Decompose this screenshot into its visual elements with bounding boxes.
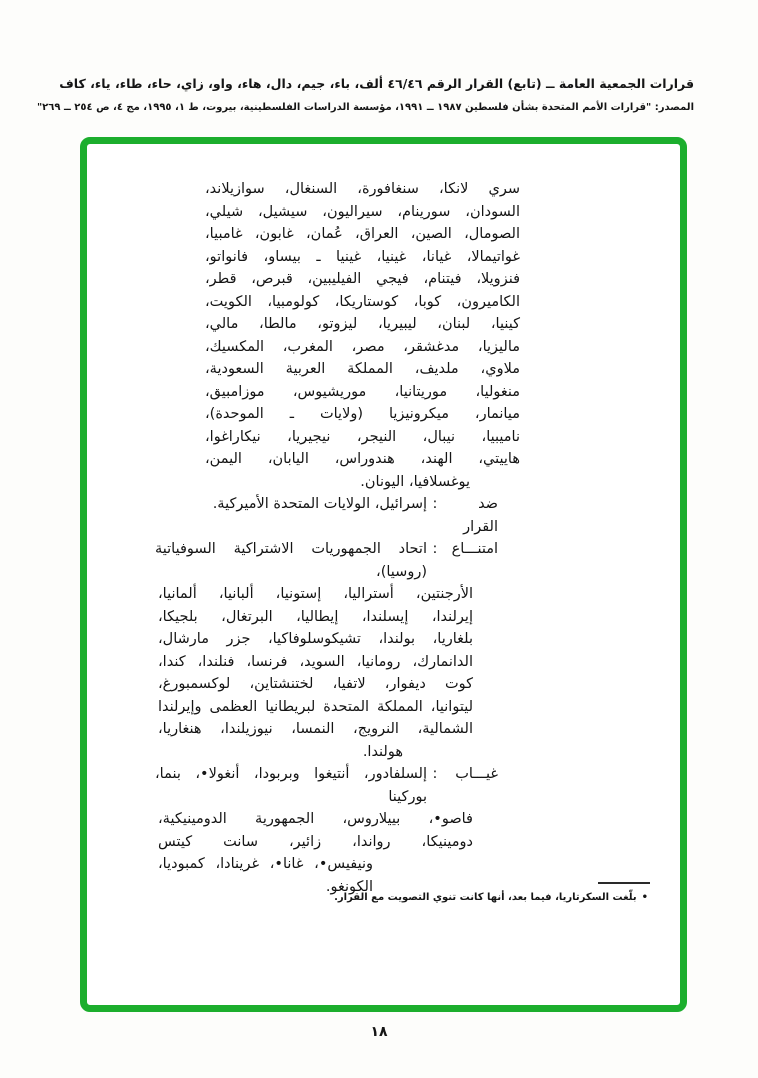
country-list-line: إيرلندا، إيسلندا، إيطاليا، البرتغال، بلجيكا، bbox=[158, 608, 473, 625]
country-list-line: ماليزيا، مدغشقر، مصر، المغرب، المكسيك، bbox=[205, 338, 520, 355]
vote-entry-against bbox=[87, 493, 680, 538]
country-list-line: الشمالية، النرويج، النمسا، نيوزيلندا، هنغاريا، bbox=[158, 721, 473, 737]
country-list-line: ميانمار، ميكرونيزيا (ولايات ـ الموحدة)، bbox=[205, 406, 520, 422]
country-list-line: ليتوانيا، المملكة المتحدة لبريطانيا العظمى وإيرلندا bbox=[158, 698, 473, 715]
vote-label-abstain: امتنـــاع bbox=[451, 541, 498, 557]
vote-colon: : bbox=[432, 496, 438, 512]
page-header-title: قرارات الجمعية العامة ــ (تابع) القرار الرقم ٤٦/٤٦ ألف، باء، جيم، دال، هاء، واو، زاي، حاء، طاء، ياء، كاف bbox=[59, 76, 694, 91]
country-list-line: منغوليا، موريتانيا، موريشيوس، موزامبيق، bbox=[205, 383, 520, 400]
country-list-line: هولندا. bbox=[362, 743, 403, 760]
country-list-line: فاصو•، بييلاروس، الجمهورية الدومينيكية، bbox=[158, 811, 473, 827]
country-list-line: هاييتي، الهند، هندوراس، اليابان، اليمن، bbox=[205, 451, 520, 467]
country-list-line: ناميبيا، نيبال، النيجر، نيجيريا، نيكاراغوا، bbox=[205, 428, 520, 445]
country-list-line: دومينيكا، رواندا، زائير، سانت كيتس bbox=[158, 833, 473, 850]
country-list-line: ملاوي، ملديف، المملكة العربية السعودية، bbox=[205, 361, 520, 377]
country-list-line: الدانمارك، رومانيا، السويد، فرنسا، فنلندا، كندا، bbox=[158, 653, 473, 670]
vote-abstain-countries-first-line: اتحاد الجمهوريات الاشتراكية السوفياتية (روسيا)، bbox=[155, 541, 427, 580]
country-list-line: كينيا، لبنان، ليبيريا، ليزوتو، مالطا، مالي، bbox=[205, 316, 520, 332]
country-list-line: الكاميرون، كوبا، كوستاريكا، كولومبيا، الكويت، bbox=[205, 293, 520, 310]
vote-abstain-countries-continuation bbox=[158, 583, 473, 763]
footnote-body: بلّغت السكرتاريا، فيما بعد، أنها كانت تنوي التصويت مع القرار. bbox=[334, 892, 637, 903]
country-list-line: بلغاريا، بولندا، تشيكوسلوفاكيا، جزر مارشال، bbox=[158, 631, 473, 647]
country-list-line: سري لانكا، سنغافورة، السنغال، سوازيلاند، bbox=[205, 181, 520, 197]
vote-absent-countries-continuation bbox=[158, 808, 473, 898]
vote-against-countries: إسرائيل، الولايات المتحدة الأميركية. bbox=[212, 496, 427, 512]
vote-entry-against-row bbox=[155, 493, 498, 538]
vote-entry-absent bbox=[87, 763, 680, 898]
footnote-separator-rule bbox=[598, 882, 650, 884]
footnote-text bbox=[334, 892, 648, 903]
vote-absent-countries-first-line: إلسلفادور، أنتيغوا وبربودا، أنغولا•، بنما، بوركينا bbox=[155, 766, 427, 805]
vote-entry-abstain bbox=[87, 538, 680, 763]
page-header-source-citation: المصدر: "قرارات الأمم المتحدة بشأن فلسطين ١٩٨٧ ــ ١٩٩١، مؤسسة الدراسات الفلسطينية، بيروت، ط ١، ١٩٩٥، مج ٤، ص ٢٥٤ ــ ٢٦٩" bbox=[36, 102, 694, 113]
footnote-bullet-marker: • bbox=[641, 892, 648, 903]
country-list-line: السودان، سورينام، سيراليون، سيشيل، شيلي، bbox=[205, 203, 520, 220]
vote-label-against: ضد القرار bbox=[463, 496, 498, 535]
page-number: ١٨ bbox=[370, 1024, 388, 1040]
vote-colon: : bbox=[432, 541, 438, 557]
country-list-line: الصومال، الصين، العراق، عُمان، غابون، غامبيا، bbox=[205, 226, 520, 242]
country-list-line: كوت ديفوار، لاتفيا، لختنشتاين، لوكسمبورغ، bbox=[158, 676, 473, 692]
vote-label-absent: غيـــاب bbox=[455, 766, 498, 782]
country-list-line: الأرجنتين، أستراليا، إستونيا، ألبانيا، ألمانيا، bbox=[158, 586, 473, 602]
decision-frame-border bbox=[80, 137, 687, 1012]
country-list-line: ونيفيس•، غانا•، غرينادا، كمبوديا، الكونغو. bbox=[158, 856, 373, 895]
vote-entry-absent-row bbox=[155, 763, 498, 808]
country-list-line: غواتيمالا، غيانا، غينيا، غينيا ـ بيساو، فانواتو، bbox=[205, 248, 520, 265]
vote-entry-abstain-row bbox=[155, 538, 498, 583]
vote-colon: : bbox=[432, 766, 438, 782]
country-list-line: يوغسلافيا، اليونان. bbox=[360, 473, 470, 490]
country-list-line: فنزويلا، فيتنام، فيجي الفيليبين، قبرص، قطر، bbox=[205, 271, 520, 287]
in-favour-country-list bbox=[205, 178, 520, 493]
